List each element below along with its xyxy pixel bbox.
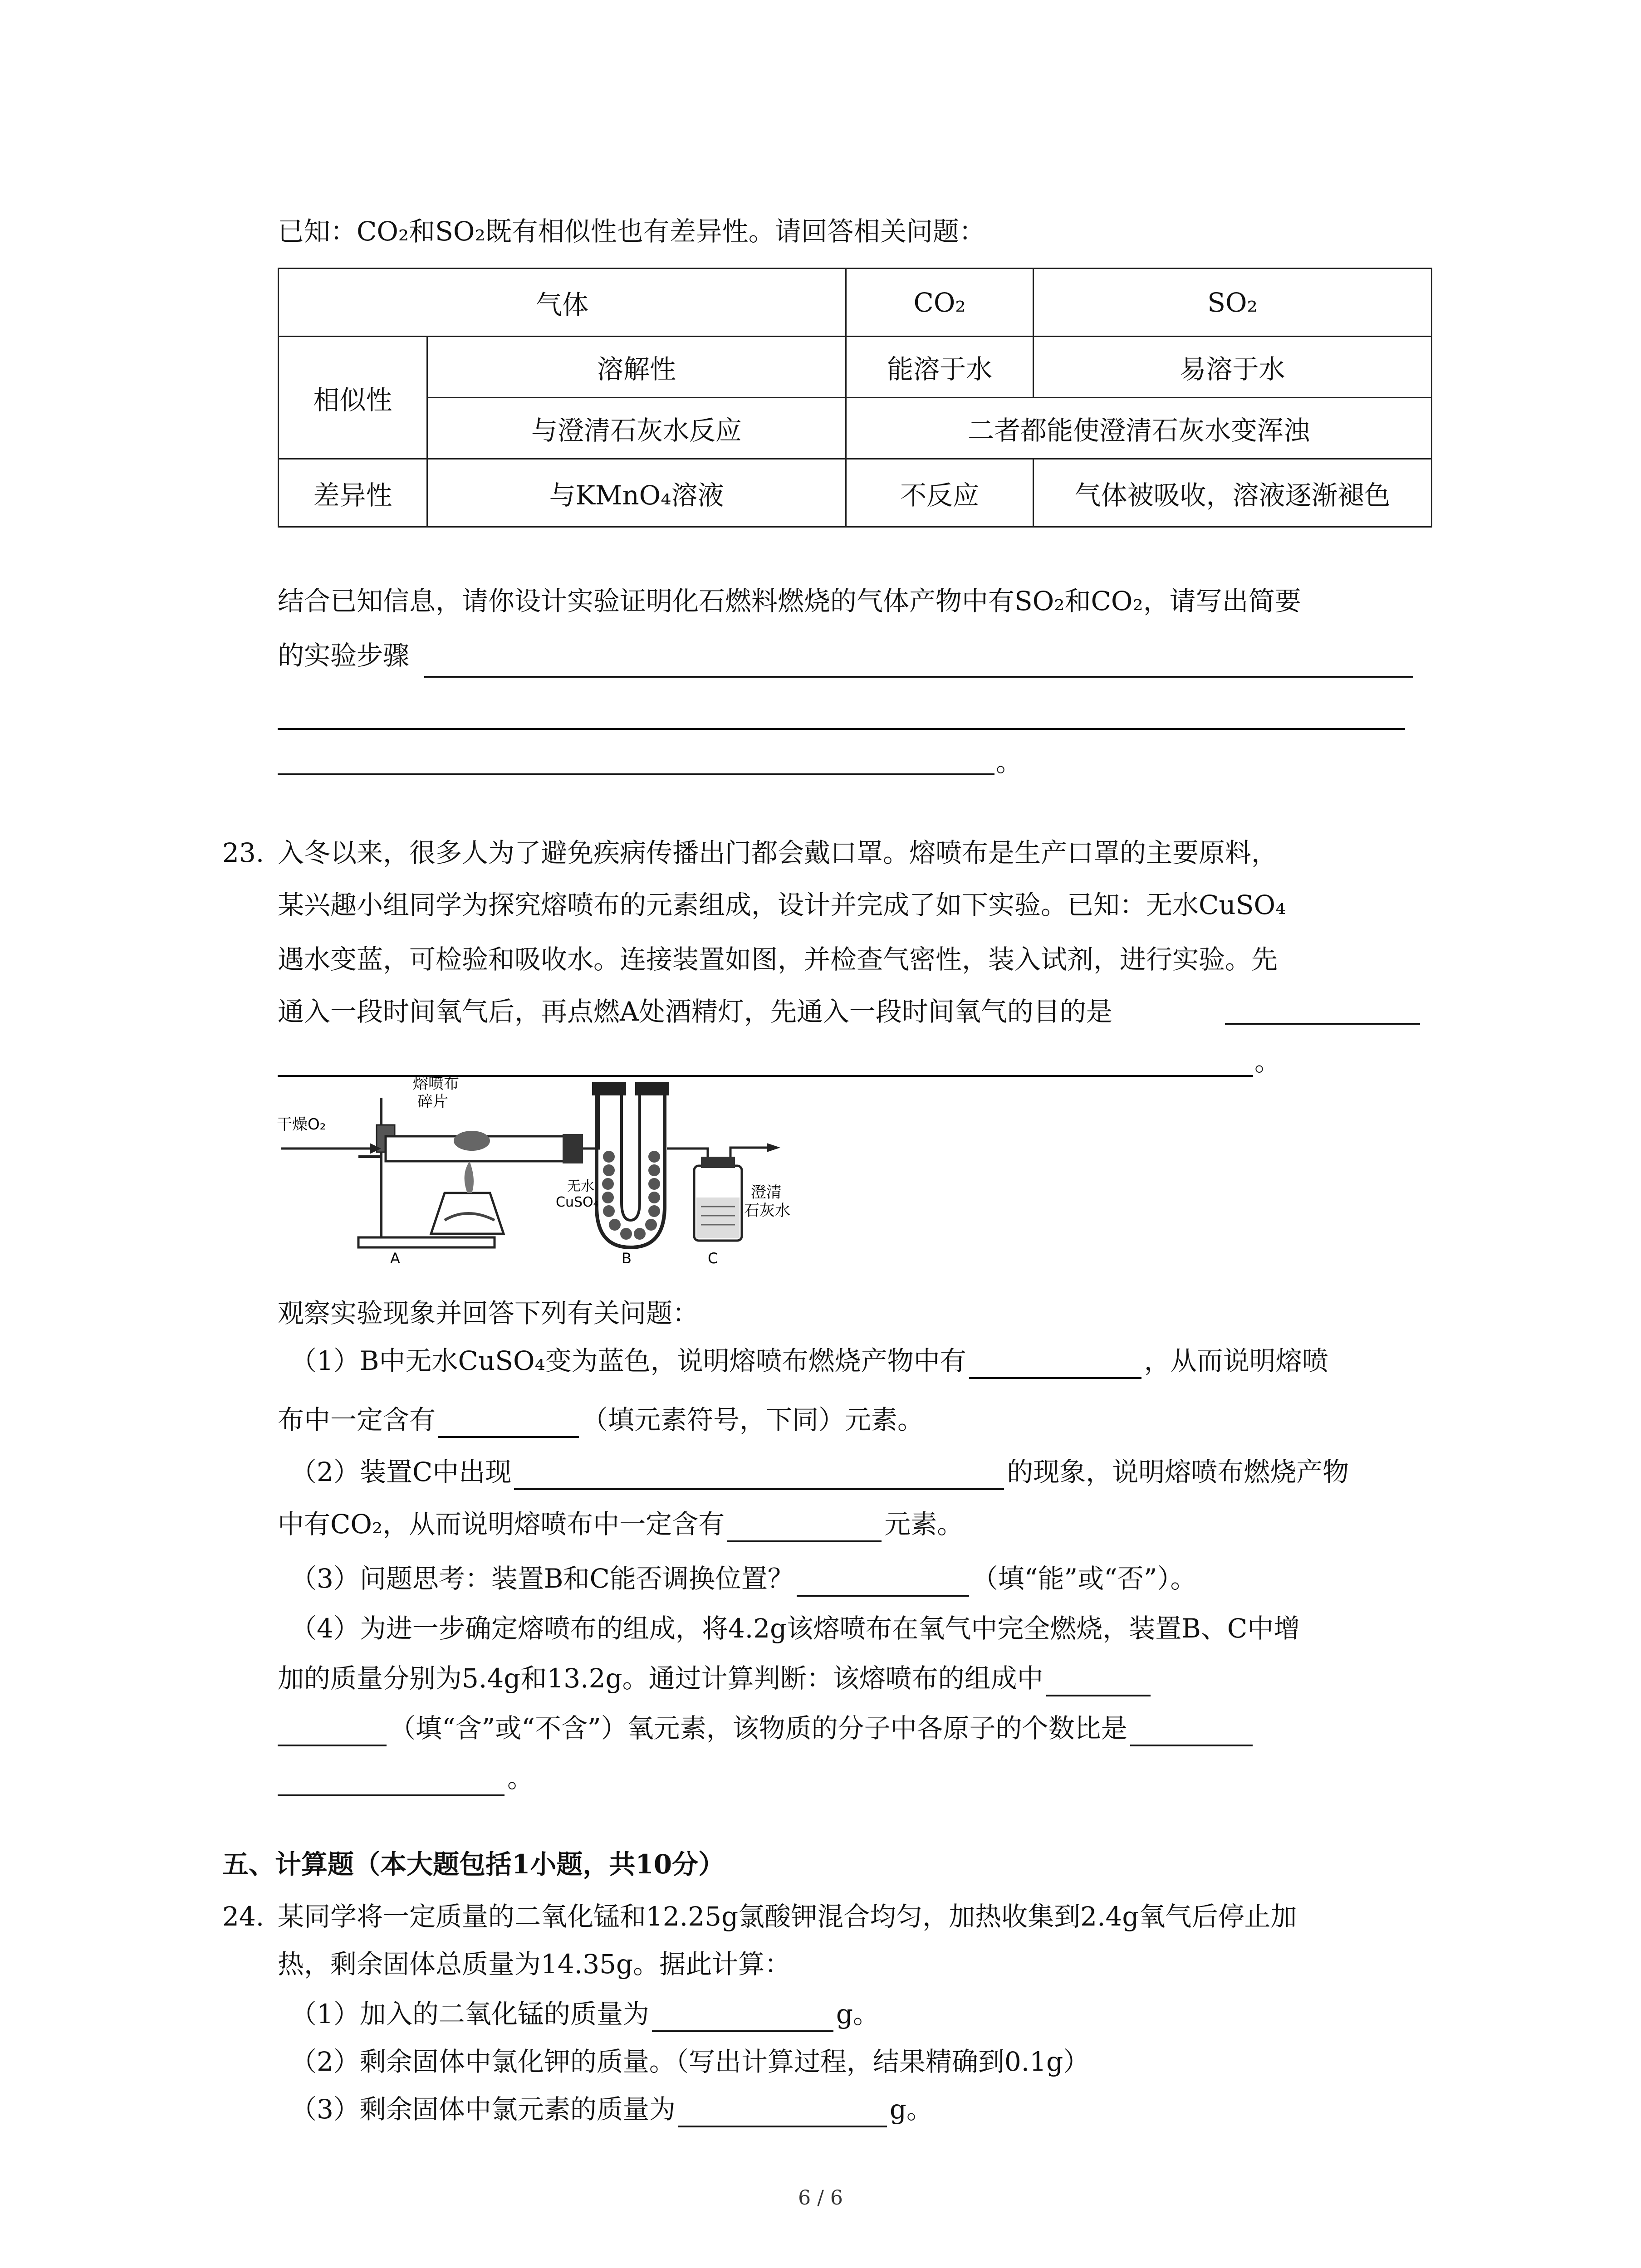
answer-blank[interactable] [1130,1717,1253,1746]
q24-part2: （2）剩余固体中氯化钾的质量。（写出计算过程，结果精确到0.1g） [290,2046,1090,2077]
q22-ask-line1: 结合已知信息，请你设计实验证明化石燃料燃烧的气体产物中有SO₂和CO₂，请写出简要 [278,586,1301,616]
answer-blank[interactable] [1225,1023,1420,1025]
q23-part4-line1: （4）为进一步确定熔喷布的组成，将4.2g该熔喷布在氧气中完全燃烧，装置B、C中增 [290,1613,1300,1644]
table-header-gas: 气体 [279,269,846,337]
question-number: 24. [222,1901,265,1932]
answer-blank[interactable] [278,728,1405,730]
table-cell-co2: 能溶于水 [846,337,1034,398]
label-anhydrous: 无水 [567,1178,594,1194]
q23-part1-line1: （1）B中无水CuSO₄变为蓝色，说明熔喷布燃烧产物中有 ，从而说明熔喷 [290,1343,1328,1379]
table-cell-so2: 易溶于水 [1034,337,1432,398]
table-cell-both: 二者都能使澄清石灰水变浑浊 [846,398,1432,459]
q23-part2-line1: （2）装置C中出现 的现象，说明熔喷布燃烧产物 [290,1454,1349,1490]
answer-blank[interactable] [727,1513,882,1542]
answer-blank[interactable] [278,773,994,775]
label-dry-o2: 干燥O₂ [277,1115,326,1134]
sample-icon [454,1131,490,1151]
answer-blank[interactable] [969,1350,1141,1379]
apparatus-figure [272,1070,844,1266]
answer-blank[interactable] [678,2098,887,2127]
q24-line1: 某同学将一定质量的二氧化锰和12.25g氯酸钾混合均匀，加热收集到2.4g氧气后停止加 [278,1901,1297,1932]
table-cell-similarity: 相似性 [279,337,427,459]
table-header-co2: CO₂ [846,269,1034,337]
q23-part2-line2: 中有CO₂，从而说明熔喷布中一定含有 元素。 [278,1506,963,1542]
label-fragments: 碎片 [417,1093,448,1111]
table-cell-difference: 差异性 [279,459,427,527]
answer-blank[interactable] [278,1767,505,1796]
answer-blank[interactable] [278,1717,387,1746]
stand-base [358,1237,495,1247]
table-cell-prop: 与澄清石灰水反应 [427,398,846,459]
answer-blank[interactable] [1046,1667,1151,1696]
q23-line4: 通入一段时间氧气后，再点燃A处酒精灯，先通入一段时间氧气的目的是 [278,996,1112,1027]
label-meltblown: 熔喷布 [413,1075,459,1093]
q23-part4-line3: （填“含”或“不含”）氧元素，该物质的分子中各原子的个数比是 [278,1710,1255,1746]
comparison-table [278,268,1432,528]
q24-line2: 热，剩余固体总质量为14.35g。据此计算： [278,1949,791,1980]
observe-prompt: 观察实验现象并回答下列有关问题： [278,1298,699,1329]
table-cell-prop: 溶解性 [427,337,846,398]
table-header-so2: SO₂ [1034,269,1432,337]
end-mark: 。 [996,747,1023,777]
label-limewater: 石灰水 [744,1202,790,1220]
q23-line1: 入冬以来，很多人为了避免疾病传播出门都会戴口罩。熔喷布是生产口罩的主要原料， [278,837,1278,868]
label-b: B [622,1250,632,1266]
q23-part1-line2: 布中一定含有 （填元素符号，下同）元素。 [278,1402,924,1438]
page-number: 6 / 6 [798,2186,843,2209]
q22-intro: 已知：CO₂和SO₂既有相似性也有差异性。请回答相关问题： [278,216,985,247]
answer-blank[interactable] [424,676,1413,678]
question-number: 23. [222,837,265,868]
q23-line2: 某兴趣小组同学为探究熔喷布的元素组成，设计并完成了如下实验。已知：无水CuSO₄ [278,890,1286,920]
label-clear: 澄清 [751,1183,782,1202]
q23-line3: 遇水变蓝，可检验和吸收水。连接装置如图，并检查气密性，装入试剂，进行实验。先 [278,944,1278,975]
answer-blank[interactable] [797,1568,969,1597]
q23-part4-line4: 。 [278,1760,534,1796]
q23-part4-line2: 加的质量分别为5.4g和13.2g。通过计算判断：该熔喷布的组成中 [278,1660,1153,1696]
answer-blank[interactable] [514,1461,1004,1490]
label-c: C [708,1250,718,1266]
q24-part1: （1）加入的二氧化锰的质量为 g。 [290,1996,879,2032]
section-title: 五、计算题（本大题包括1小题，共10分） [222,1849,725,1880]
answer-blank[interactable] [652,2003,833,2032]
q23-part3: （3）问题思考：装置B和C能否调换位置？ （填“能”或“否”）。 [290,1560,1197,1597]
table-cell-prop: 与KMnO₄溶液 [427,459,846,527]
label-cuso4: CuSO₄ [556,1194,599,1210]
label-a: A [390,1250,400,1266]
q22-ask-line2: 的实验步骤 [278,640,410,671]
q24-part3: （3）剩余固体中氯元素的质量为 g。 [290,2091,933,2127]
end-mark: 。 [1254,1046,1281,1077]
table-cell-so2: 气体被吸收，溶液逐渐褪色 [1034,459,1432,527]
answer-blank[interactable] [438,1409,579,1438]
table-cell-co2: 不反应 [846,459,1034,527]
